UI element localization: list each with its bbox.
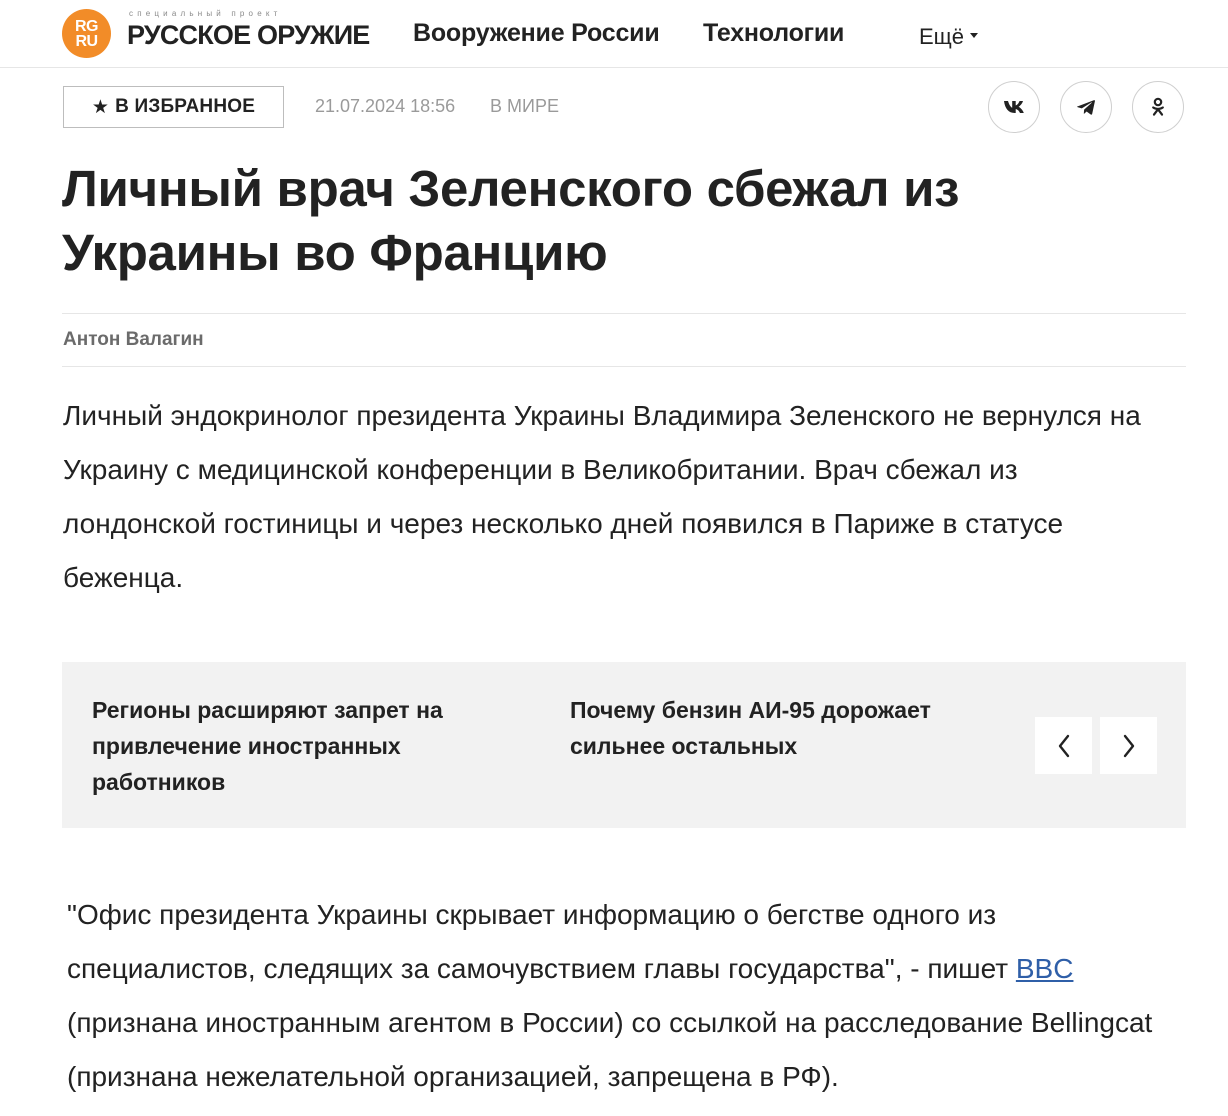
article-author-link[interactable]: Антон Валагин [63,329,204,350]
divider-top [62,313,1186,314]
related-news-item[interactable]: Почему бензин АИ-95 дорожает сильнее остальных [570,697,931,759]
telegram-icon [1077,99,1095,115]
logo-badge-top: RG [75,17,98,35]
share-telegram-button[interactable] [1060,81,1112,133]
article-lead: Личный эндокринолог президента Украины Владимира Зеленского не вернулся на Украину с медицинской конференции в Великобритании. Врач сбежал из лондонской гостиницы и через несколько дней появился в Париже в статусе беженца. [63,400,1141,593]
share-vk-button[interactable] [988,81,1040,133]
logo-badge-bottom: RU [75,32,98,50]
divider-bottom [62,366,1186,367]
chevron-left-icon [1057,734,1071,758]
share-odnoklassniki-button[interactable] [1132,81,1184,133]
caret-down-icon [970,33,978,38]
article-rubric-link[interactable]: В МИРЕ [490,96,559,116]
logo-subtitle: специальный проект [129,9,282,18]
rg-logo-badge[interactable] [62,9,111,58]
article-paragraph [67,888,1177,1104]
odnoklassniki-icon [1151,97,1165,117]
vk-icon [1003,100,1025,114]
article-headline [62,157,1062,285]
related-news-carousel [62,662,1186,828]
chevron-right-icon [1122,734,1136,758]
related-news-item[interactable]: Регионы расширяют запрет на привлечение иностранных работников [92,697,443,795]
nav-item-weapons-russia[interactable]: Вооружение России [413,19,660,47]
article-date: 21.07.2024 18:56 [315,96,456,116]
headline-line-2: Украины во Францию [62,224,608,281]
star-icon: ★ [91,96,110,118]
paragraph-text-after-link: (признана иностранным агентом в России) со ссылкой на расследование Bellingcat (признана нежелательной организацией, запрещена в РФ). [67,1007,1153,1092]
top-navigation-bar [0,0,1228,68]
headline-line-1: Личный врач Зеленского сбежал из [62,160,960,217]
bbc-link[interactable]: BBC [1015,953,1074,984]
nav-more-label: Ещё [919,24,965,49]
carousel-prev-button[interactable] [1035,717,1092,774]
carousel-next-button[interactable] [1100,717,1157,774]
favorites-label: В ИЗБРАННОЕ [115,96,256,117]
logo-title[interactable]: РУССКОЕ ОРУЖИЕ [127,20,370,50]
nav-more-dropdown[interactable] [919,24,978,50]
paragraph-text-before-link: "Офис президента Украины скрывает информацию о бегстве одного из специалистов, следящих за самочувствием главы государства", - пишет [67,899,1016,984]
nav-item-technologies[interactable]: Технологии [703,19,845,47]
add-to-favorites-button[interactable] [63,86,284,128]
